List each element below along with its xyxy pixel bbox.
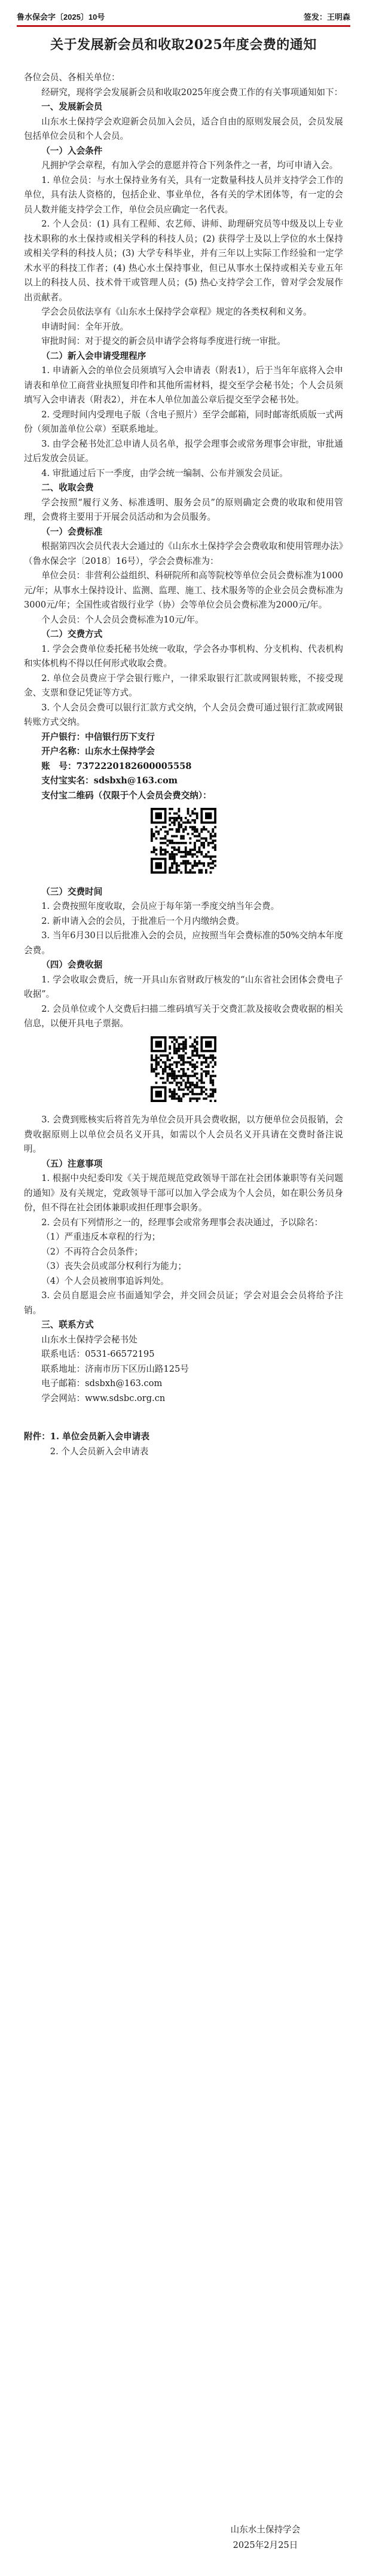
paragraph: 4. 审批通过后下一季度，由学会统一编制、公布并颁发会员证。: [41, 468, 288, 478]
contact-line: 学会网站：www.sdsbc.org.cn: [41, 1393, 166, 1403]
alipay-row: [24, 774, 343, 789]
alipay-label: 支付宝实名：: [41, 776, 94, 786]
paragraph: 单位会员：非营利公益组织、科研院所和高等院校等单位会员会费标准为1000元/年；从事水土保持设计、监测、监理、施工、技术服务等的企业会员会费标准为3000元/年；全国性或省级行业学（协）会等单位会员会费标准为2000元/年。: [24, 570, 343, 610]
paragraph: 2. 会员单位或个人交费后扫描二维码填写关于交费汇款及接收会费收据的相关信息，以便开具电子票据。: [24, 1003, 343, 1028]
paragraph: 山东水土保持学会欢迎新会员加入会员，适合自由的原则发展会员，会员发展包括单位会员和个人会员。: [24, 116, 343, 141]
account-name-label: 开户名称：: [41, 746, 85, 756]
section-heading: 一、发展新会员: [41, 102, 103, 112]
paragraph: 2. 会员有下列情形之一的，经理事会或常务理事会表决通过，予以除名：: [41, 1217, 323, 1228]
account-number-value: 7372220182600005558: [76, 761, 192, 771]
list-item: （3）丧失会员或部分权利行为能力；: [41, 1261, 186, 1271]
account-name-row: [24, 744, 343, 759]
paragraph: 2. 受理时间内受理电子版（含电子照片）至学会邮箱，同时邮寄纸质版一式两份（须加盖单位公章）至联系地址。: [24, 409, 343, 434]
qr-wrap: [24, 1031, 343, 1113]
paragraph: 3. 会费到账核实后将首先为单位会员开具会费收据，以方便单位会员报销，会费收据原则上以单位会员名义开具，如需以个人会员名义开具请在交费时备注说明。: [24, 1115, 343, 1154]
bank-row: [24, 730, 343, 745]
subsection-heading: （三）交费时间: [41, 886, 103, 897]
account-number-row: [24, 759, 343, 774]
paragraph: 1. 会费按照年度收取，会员应于每年第一季度交纳当年会费。: [41, 901, 280, 911]
list-item: （2）不再符合会员条件；: [41, 1246, 143, 1257]
signer: 签发：王明森: [303, 13, 350, 22]
subsection-heading: （五）注意事项: [41, 1158, 103, 1169]
paragraph: 1. 根据中央纪委印发《关于规范规范党政领导干部在社会团体兼职等有关问题的通知》及有关规定，党政领导干部可以加入学会成为个人会员，如在职公务员身份，但不得在社会团体兼职或担任理事会职务。: [24, 1173, 343, 1213]
signature-block: [188, 2522, 343, 2553]
paragraph: 凡拥护学会章程，有加入学会的意愿并符合下列条件之一者，均可申请入会。: [41, 160, 338, 170]
document-header: [17, 8, 350, 25]
header-rule: [17, 25, 350, 27]
paragraph: 审批时间：对于提交的新会员申请学会将每季度进行统一审批。: [41, 336, 286, 346]
signing-organization: 山东水土保持学会: [230, 2525, 301, 2535]
paragraph: 3. 个人会员会费可以银行汇款方式交纳，个人会员会费可通过银行汇款或网银转账方式交纳。: [24, 702, 343, 727]
subsection-heading: （二）交费方式: [41, 629, 103, 639]
account-name-value: 山东水土保持学会: [85, 746, 155, 756]
paragraph: 3. 会员自愿退会应书面通知学会，并交回会员证；学会对退会会员将给予注销。: [24, 1290, 343, 1316]
contact-line: 山东水土保持学会秘书处: [41, 1334, 137, 1345]
paragraph: 申请时间：全年开放。: [41, 321, 129, 332]
paragraph: 学会会员依法享有《山东水土保持学会章程》规定的各类权利和义务。: [41, 307, 312, 317]
alipay-value: sdsbxh@163.com: [93, 776, 178, 786]
paragraph: 个人会员：个人会员会费标准为10元/年。: [41, 614, 204, 625]
subsection-heading: （一）会费标准: [41, 526, 103, 537]
section-heading: 二、收取会费: [41, 483, 94, 493]
subsection-heading: （二）新入会申请受理程序: [41, 350, 146, 361]
intro-paragraph: 经研究，现将学会发展新会员和收取2025年度会费工作的有关事项通知如下：: [41, 87, 343, 97]
contact-line: 联系地址：济南市历下区历山路125号: [41, 1363, 189, 1374]
list-item: （4）个人会员被刑事追诉判处。: [41, 1275, 169, 1286]
paragraph: 3. 当年6月30日以后批准入会的会员，应按照当年会费标准的50%交纳本年度会费。: [24, 930, 343, 956]
qr-code-icon[interactable]: [151, 1036, 216, 1102]
annex-line-1: [24, 1430, 343, 1445]
paragraph: 2. 单位会员费应于学会银行账户，一律采取银行汇款或网银转账，不接受现金、支票和登记凭证等方式。: [24, 673, 343, 698]
paragraph: 根据第四次会员代表大会通过的《山东水土保持学会会费收取和使用管理办法》（鲁水保会字〔2018〕16号），学会会费标准为：: [24, 541, 343, 566]
document-title: 关于发展新会员和收取2025年度会费的通知: [50, 37, 317, 53]
annex-item[interactable]: 1. 单位会员新入会申请表: [50, 1432, 150, 1442]
qr-wrap: [24, 803, 343, 885]
bank-label: 开户银行：: [41, 731, 85, 742]
subsection-heading: （四）会费收据: [41, 960, 103, 970]
annex-line-2: [24, 1445, 343, 1460]
paragraph: 2. 个人会员：(1) 具有工程师、农艺师、讲师、助理研究员等中级及以上专业技术职称的水土保持或相关学科的科技人员；(2) 获得学士及以上学位的水土保持或相关学科的科技人员；(3) 大学专科毕业，并有三年以上实际工作经验和一定学术水平的科技工作者；(4) 热心水土保持事业，但已从事水土保持或相关专业五年以上的科技人员、技术骨干或管理人员；(5) 热心支持学会工作，曾对学会发展作出贡献者。: [24, 219, 343, 303]
paragraph: 1. 学会收取会费后，统一开具山东省财政厅核发的“山东省社会团体会费电子收据”。: [24, 974, 343, 999]
document-body: [24, 71, 343, 1459]
salutation: 各位会员、各相关单位：: [24, 72, 120, 83]
paragraph: 3. 由学会秘书处汇总申请人员名单，报学会理事会或常务理事会审批，审批通过后发放会员证。: [24, 438, 343, 463]
annex-item[interactable]: 2. 个人会员新入会申请表: [50, 1446, 149, 1457]
contact-line: 联系电话：0531-66572195: [41, 1349, 155, 1359]
paragraph: 学会按照“履行义务、标准透明、服务会员”的原则确定会费的收取和使用管理，会费将主要用于开展会员活动和为会员服务。: [24, 497, 343, 522]
signing-date: 2025年2月25日: [233, 2540, 298, 2550]
document-number: 鲁水保会字〔2025〕10号: [17, 13, 105, 22]
paragraph: 1. 学会会费单位委托秘书处统一收取，学会各办事机构、分支机构、代表机构和实体机构不得以任何形式收取会费。: [24, 643, 343, 669]
contact-line: 电子邮箱：sdsbxh@163.com: [41, 1378, 163, 1388]
paragraph: 2. 新申请入会的会员，于批准后一个月内缴纳会费。: [41, 915, 244, 926]
list-item: （1）严重违反本章程的行为；: [41, 1232, 161, 1242]
account-number-label: 账 号：: [41, 761, 77, 771]
section-heading: 三、联系方式: [41, 1320, 94, 1330]
subsection-heading: （一）入会条件: [41, 145, 103, 156]
bank-value: 中信银行历下支行: [85, 731, 155, 742]
paragraph: 1. 申请新入会的单位会员须填写入会申请表（附表1），后于当年年底将入会申请表和单位工商营业执照复印件和其他所需材料，提交至学会秘书处；个人会员须填写入会申请表（附表2），并在本人单位加盖公章后提交至学会秘书处。: [24, 365, 343, 405]
annex-label: 附件：: [24, 1432, 50, 1442]
qr-code-icon[interactable]: [151, 808, 216, 874]
qr-caption: 支付宝二维码（仅限于个人会员会费交纳）：: [41, 790, 212, 801]
paragraph: 1. 单位会员：与水土保持业务有关，具有一定数量科技人员并支持学会工作的单位，具有法人资格的，包括企业、事业单位，各有关的学术团体等，有一定的会员人数并能支持学会工作，单位会员应确定一名代表。: [24, 175, 343, 215]
